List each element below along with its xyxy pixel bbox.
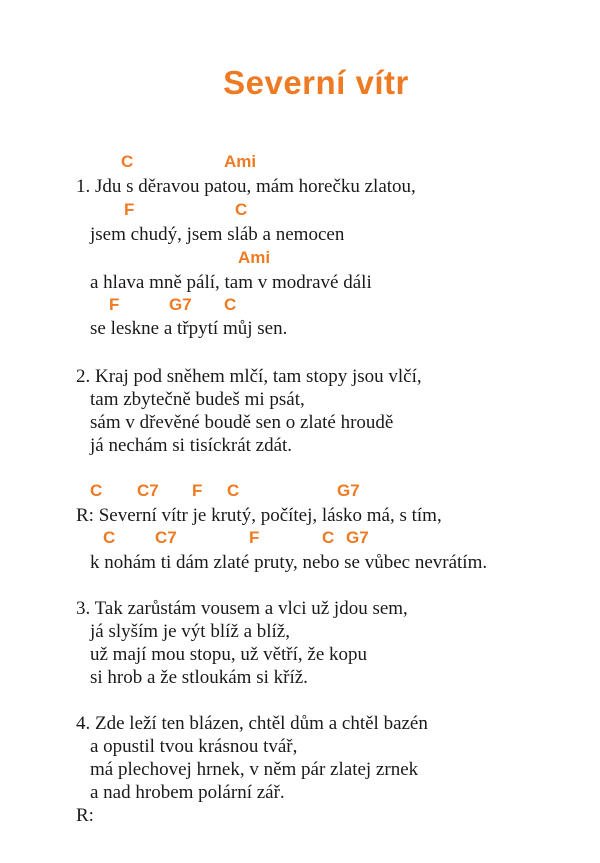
- chord: Ami: [238, 248, 271, 267]
- lyric-line: a nad hrobem polární zář.: [90, 782, 285, 803]
- lyric-line: 4. Zde leží ten blázen, chtěl dům a chtěl bazén: [76, 713, 428, 734]
- lyric-line: tam zbytečně budeš mi psát,: [90, 389, 305, 410]
- lyric-line: a hlava mně pálí, tam v modravé dáli: [90, 272, 372, 293]
- lyric-line: k nohám ti dám zlaté pruty, nebo se vůbec nevrátím.: [90, 552, 488, 573]
- lyric-line: se leskne a třpytí můj sen.: [90, 318, 288, 339]
- chord: F: [109, 295, 120, 314]
- chord: C: [322, 528, 335, 547]
- lyric-line: já slyším je výt blíž a blíž,: [90, 621, 290, 642]
- chord: F: [249, 528, 260, 547]
- chord: F: [124, 200, 135, 219]
- song-title: Severní vítr: [223, 64, 409, 101]
- chord: C: [224, 295, 237, 314]
- chord: C7: [137, 481, 159, 500]
- chorus-repeat-marker: R:: [76, 805, 94, 826]
- chord: Ami: [224, 152, 257, 171]
- lyric-line: 1. Jdu s děravou patou, mám horečku zlatou,: [76, 176, 416, 197]
- lyric-line: jsem chudý, jsem sláb a nemocen: [90, 224, 345, 245]
- chord: C: [235, 200, 248, 219]
- chord: G7: [169, 295, 192, 314]
- chord: G7: [346, 528, 369, 547]
- lyric-line: sám v dřevěné boudě sen o zlaté hroudě: [90, 412, 394, 433]
- chord: G7: [337, 481, 360, 500]
- lyric-line: má plechovej hrnek, v něm pár zlatej zrnek: [90, 759, 419, 780]
- lyric-line: R: Severní vítr je krutý, počítej, lásko má, s tím,: [76, 505, 442, 526]
- lyric-line: 2. Kraj pod sněhem mlčí, tam stopy jsou vlčí,: [76, 366, 422, 387]
- lyric-line: už mají mou stopu, už větří, že kopu: [90, 644, 368, 665]
- chord: C: [121, 152, 134, 171]
- chord: C7: [155, 528, 177, 547]
- lyric-line: já nechám si tisíckrát zdát.: [90, 435, 293, 456]
- chord: C: [90, 481, 103, 500]
- chord: C: [227, 481, 240, 500]
- lyric-line: si hrob a že stloukám si kříž.: [90, 667, 308, 688]
- lyric-line: a opustil tvou krásnou tvář,: [90, 736, 298, 757]
- lyric-line: 3. Tak zarůstám vousem a vlci už jdou sem,: [76, 598, 408, 619]
- chord: F: [192, 481, 203, 500]
- chord: C: [103, 528, 116, 547]
